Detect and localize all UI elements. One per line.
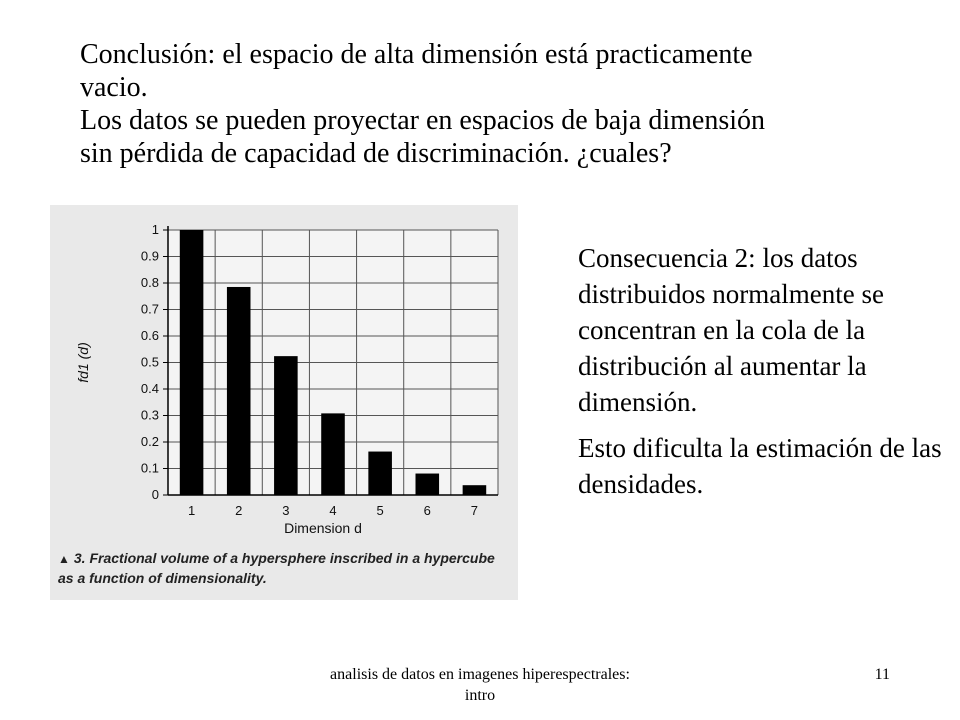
y-tick-label: 1 (151, 222, 159, 237)
title-line: Conclusión: el espacio de alta dimensión está practicamente (80, 39, 753, 70)
y-tick-label: 0.7 (140, 301, 159, 317)
y-tick-label: 0.8 (140, 275, 159, 290)
x-tick-label: 6 (423, 503, 431, 518)
bar-chart (50, 205, 518, 550)
footer-text: analisis de datos en imagenes hiperespectrales: intro (330, 666, 630, 704)
figure (50, 205, 518, 600)
y-tick-label: 0.4 (140, 381, 159, 396)
caption-text: 3. Fractional volume of a hypersphere inscribed in a hypercube as a function of dimensionality. (58, 550, 495, 586)
bar (416, 474, 440, 495)
title-line: sin pérdida de capacidad de discriminación. ¿cuales? (80, 138, 672, 169)
bar (463, 485, 487, 495)
y-tick-label: 0.3 (140, 407, 159, 423)
bar (368, 452, 392, 495)
y-tick-label: 0 (151, 487, 159, 502)
y-axis-label: fd1 (d) (75, 342, 91, 383)
y-tick-label: 0.2 (140, 434, 159, 449)
caption-triangle-icon: ▲ (58, 552, 70, 566)
page-number: 11 (874, 666, 890, 683)
title-line: Los datos se pueden proyectar en espacios de baja dimensión (80, 105, 766, 136)
figure-caption (58, 549, 513, 588)
side-paragraph: Esto dificulta la estimación de las densidades. (578, 433, 942, 499)
bar (321, 413, 345, 495)
x-tick-label: 2 (235, 503, 243, 518)
bar (274, 356, 298, 495)
x-tick-label: 5 (376, 503, 384, 518)
title-line: vacio. (80, 72, 148, 103)
bar (180, 230, 204, 495)
x-tick-label: 3 (282, 503, 290, 518)
x-tick-label: 4 (329, 503, 337, 518)
slide-title (80, 38, 900, 170)
y-tick-label: 0.6 (140, 328, 159, 343)
x-tick-label: 7 (470, 503, 479, 518)
x-tick-label: 1 (187, 503, 196, 518)
x-axis-label: Dimension d (284, 520, 362, 536)
y-tick-label: 0.9 (140, 248, 159, 264)
side-text (578, 240, 948, 512)
y-tick-label: 0.1 (140, 460, 159, 476)
bar (227, 287, 251, 495)
y-tick-label: 0.5 (140, 354, 159, 370)
side-paragraph: Consecuencia 2: los datos distribuidos normalmente se concentran en la cola de la distribución al aumentar la dimensión. (578, 243, 884, 417)
